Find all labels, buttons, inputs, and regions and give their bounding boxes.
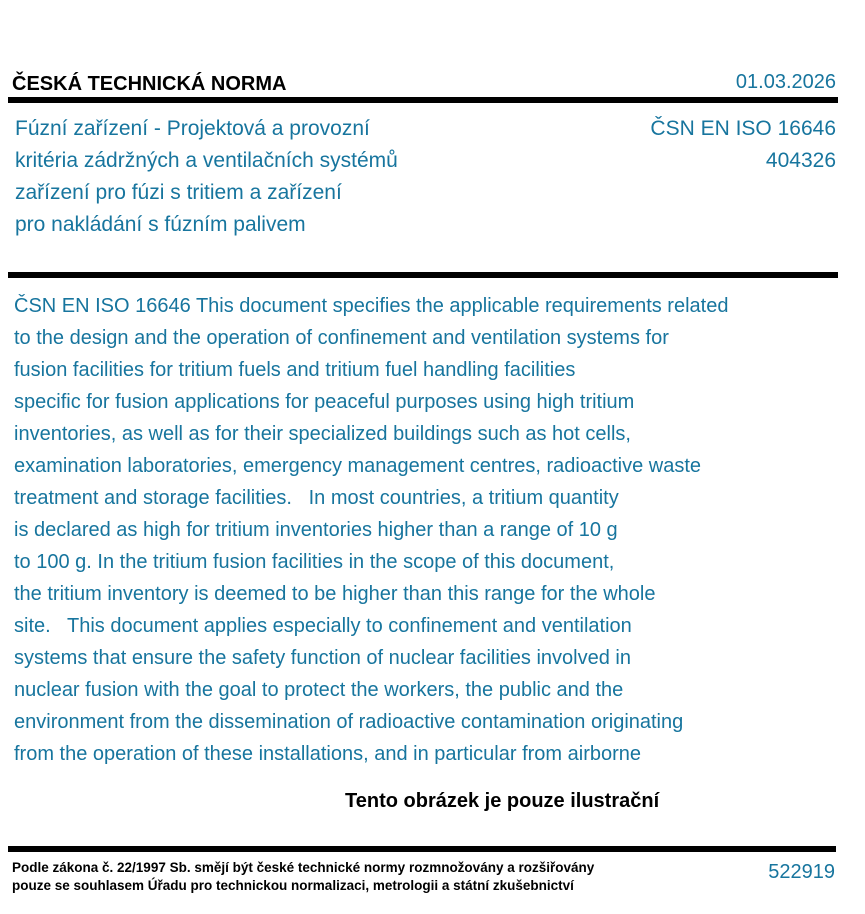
publication-date: 01.03.2026 [735,71,836,93]
footer-divider [8,846,836,852]
standard-code: ČSN EN ISO 16646 [650,117,836,140]
copyright-notice [12,859,594,894]
document-number: 522919 [768,861,835,883]
catalog-number: 404326 [765,149,836,172]
abstract-line: site. This document applies especially to confinement and ventilation [14,615,632,637]
abstract-line: environment from the dissemination of radioactive contamination originating [14,711,684,733]
abstract-divider [8,272,838,278]
abstract-line: from the operation of these installations, and in particular from airborne [14,743,642,765]
abstract-line: systems that ensure the safety function of nuclear facilities involved in [14,647,631,669]
abstract-line: to 100 g. In the tritium fusion facilities in the scope of this document, [14,551,615,573]
standard-title-line: zařízení pro fúzi s tritiem a zařízení [15,181,342,204]
standard-title [15,113,398,241]
abstract-line: nuclear fusion with the goal to protect the workers, the public and the [14,679,624,701]
abstract-line: ČSN EN ISO 16646 This document specifies the applicable requirements related [14,295,729,317]
illustration-disclaimer: Tento obrázek je pouze ilustrační [345,790,660,812]
abstract-text [14,290,728,770]
abstract-line: inventories, as well as for their specialized buildings such as hot cells, [14,423,631,445]
abstract-line: treatment and storage facilities. In most countries, a tritium quantity [14,487,619,509]
abstract-line: examination laboratories, emergency management centres, radioactive waste [14,455,702,477]
standard-title-line: Fúzní zařízení - Projektová a provozní [15,117,370,140]
standard-title-line: kritéria zádržných a ventilačních systémů [15,149,398,172]
header-divider [8,97,838,103]
abstract-line: to the design and the operation of confinement and ventilation systems for [14,327,669,349]
abstract-line: is declared as high for tritium inventories higher than a range of 10 g [14,519,618,541]
page-title: ČESKÁ TECHNICKÁ NORMA [12,73,287,95]
abstract-line: specific for fusion applications for peaceful purposes using high tritium [14,391,635,413]
standard-identification [650,113,836,177]
standard-title-line: pro nakládání s fúzním palivem [15,213,306,236]
copyright-line: pouze se souhlasem Úřadu pro technickou normalizaci, metrologii a státní zkušebnictví [12,877,574,893]
copyright-line: Podle zákona č. 22/1997 Sb. smějí být české technické normy rozmnožovány a rozšiřovány [12,860,595,875]
abstract-line: the tritium inventory is deemed to be higher than this range for the whole [14,583,656,605]
abstract-line: fusion facilities for tritium fuels and tritium fuel handling facilities [14,359,576,381]
